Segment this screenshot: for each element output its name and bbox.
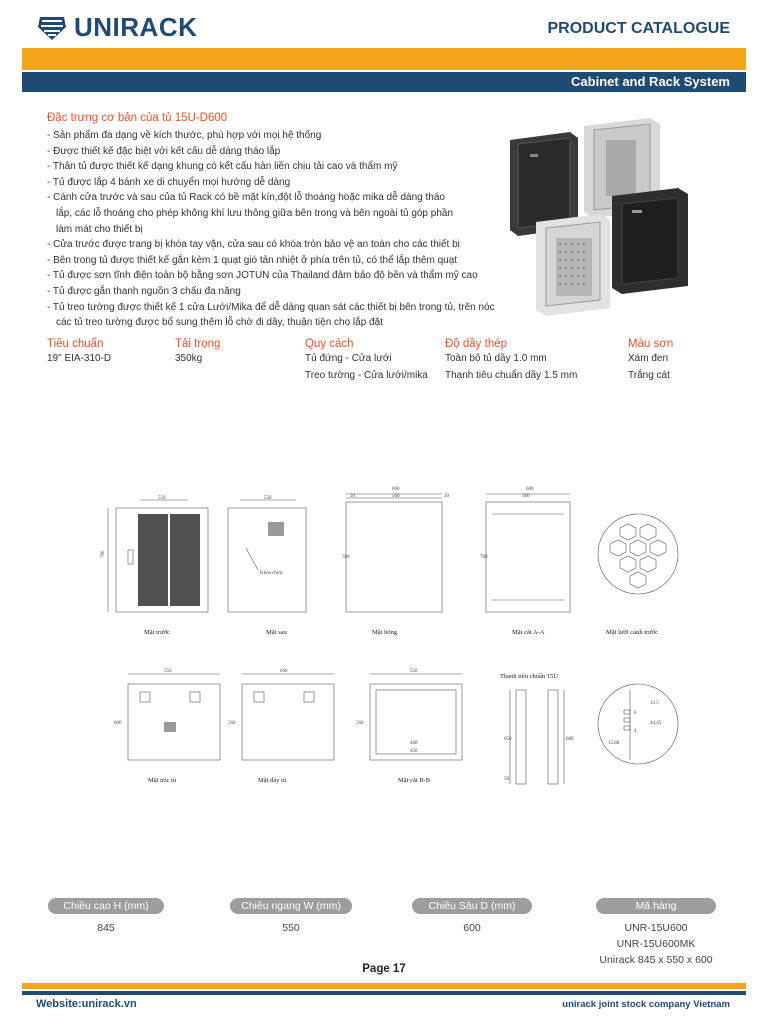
dim-label: 12.5 — [650, 701, 659, 706]
dim-label: 15.88 — [608, 741, 620, 746]
spec-type-label: Quy cách — [305, 338, 354, 350]
depth-value: 600 — [463, 922, 481, 934]
feature-line: - Tủ được lắp 4 bánh xe di chuyển mọi hướng dễ dàng — [47, 176, 291, 188]
spec-standard-value: 19" EIA-310-D — [47, 353, 112, 364]
dim-label: 660 — [280, 669, 288, 674]
caption-top: Mặt nóc tủ — [148, 777, 177, 784]
dim-label: 8 — [634, 711, 637, 716]
code-value: Unirack 845 x 550 x 600 — [599, 954, 713, 966]
drawing-section-aa — [480, 487, 570, 636]
spec-thickness — [445, 338, 577, 384]
drawing-mesh — [598, 514, 678, 636]
feature-line: - Cánh cửa trước và sau của tủ Rack có bề mặt kín,đột lỗ thoáng hoặc mika dễ dàng tháo — [47, 192, 445, 204]
feature-line: - Sản phẩm đa dạng về kích thước, phù hợp với mọi hệ thống — [47, 130, 322, 141]
spec-standard — [47, 338, 111, 367]
caption-section-bb: Mặt cắt B-B — [398, 777, 431, 784]
drawing-back-view — [228, 496, 306, 636]
drawing-side-view — [342, 487, 450, 636]
dim-label: 780 — [342, 555, 350, 560]
lock-label: Khóa chìm — [260, 571, 283, 576]
technical-drawings — [100, 478, 710, 793]
feature-line: - Tủ treo tường được thiết kế 1 cửa Lưới/Mika để dễ dàng quan sát các thiết bị bên trong tủ, trên nóc — [47, 301, 495, 313]
drawing-section-bb — [356, 669, 462, 784]
dim-label: 560 — [522, 494, 530, 499]
dim-label: 600 — [526, 487, 534, 492]
spec-type-value: Treo tường - Cửa lưới/mika — [305, 370, 428, 381]
logo-text: UNIRACK — [74, 12, 198, 42]
features-title: Đặc trưng cơ bản của tủ 15U-D600 — [47, 112, 228, 124]
drawing-rail — [500, 673, 574, 784]
dim-label: 468 — [410, 741, 418, 746]
spec-type — [305, 338, 428, 384]
height-label: Chiều cao H (mm) — [48, 898, 164, 914]
catalogue-title: PRODUCT CATALOGUE — [547, 20, 730, 37]
dim-label: 550 — [158, 496, 166, 501]
spec-thickness-value: Toàn bộ tủ dầy 1.0 mm — [445, 353, 547, 364]
feature-line: - Thân tủ được thiết kế dạng khung có kết cấu hàn liền chịu tải cao và thẩm mỹ — [47, 161, 398, 173]
drawing-front-view — [101, 496, 208, 636]
caption-section-aa: Mặt cắt A-A — [512, 629, 545, 636]
feature-line: - Tủ được gắn thanh nguồn 3 chấu đa năng — [47, 285, 241, 297]
spec-type-value: Tủ đứng - Cửa lưới — [305, 353, 392, 364]
rail-title: Thanh tiêu chuẩn 15U — [500, 673, 558, 680]
spec-thickness-label: Độ dầy thép — [445, 338, 508, 350]
code-value: UNR-15U600MK — [616, 938, 696, 950]
feature-line: - Tủ được sơn tĩnh điện toàn bộ bằng sơn JOTUN của Thailand đảm bảo độ bền và thẩm mỹ cao — [47, 270, 478, 282]
spec-color-value: Trắng cát — [628, 370, 670, 381]
width-label: Chiều ngang W (mm) — [230, 898, 352, 914]
width-value: 550 — [282, 922, 300, 934]
dim-label: 550 — [264, 496, 272, 501]
dim-label: 20 — [444, 494, 449, 499]
feature-line: - Cửa trước được trang bị khóa tay vặn, cửa sau có khóa tròn bảo vệ an toàn cho các thiết bị — [47, 239, 460, 251]
spec-load-label: Tải trọng — [175, 338, 221, 350]
dim-label: 450 — [410, 749, 418, 754]
dim-label: 560 — [228, 721, 236, 726]
caption-side: Mặt hông — [372, 629, 398, 636]
dim-label: 560 — [356, 721, 364, 726]
spec-load — [175, 338, 220, 367]
caption-mesh: Mặt lưới cánh trước — [606, 629, 659, 636]
page-number: Page 17 — [362, 963, 406, 975]
footer-orange-bar — [22, 983, 746, 989]
dim-label: 780 — [480, 555, 488, 560]
company-name: unirack joint stock company Vietnam — [562, 999, 730, 1010]
drawing-top-view — [114, 669, 220, 784]
height-value: 845 — [97, 922, 115, 934]
dim-label: 550 — [410, 669, 418, 674]
feature-line: làm mát cho thiết bị — [56, 223, 143, 235]
unirack-logo-icon — [36, 15, 68, 41]
spec-color — [628, 338, 673, 384]
dim-label: 44.45 — [650, 721, 662, 726]
drawing-rail-detail — [598, 684, 678, 764]
dim-label: 20 — [350, 494, 355, 499]
depth-label: Chiều Sâu D (mm) — [412, 898, 532, 914]
spec-standard-label: Tiêu chuẩn — [47, 338, 104, 350]
dim-label: 550 — [164, 669, 172, 674]
dim-label: 780 — [101, 550, 106, 558]
feature-line: - Bên trong tủ được thiết kế gắn kèm 1 quạt gió tản nhiệt ở phía trên tủ, có thể lắp thêm quạt — [47, 254, 458, 266]
spec-color-value: Xám đen — [628, 353, 669, 364]
code-label: Mã hàng — [596, 898, 716, 914]
spec-thickness-value: Thanh tiêu chuẩn dầy 1.5 mm — [445, 370, 578, 381]
spec-load-value: 350kg — [175, 353, 203, 364]
header-orange-bar — [22, 48, 746, 70]
website-link[interactable]: Website:unirack.vn — [36, 998, 137, 1010]
product-photo — [500, 118, 738, 318]
dim-label: 50 — [504, 777, 509, 782]
drawing-bottom-view — [228, 669, 334, 784]
dim-label: 600 — [392, 487, 400, 492]
features-list — [47, 128, 517, 331]
dim-label: 650 — [504, 737, 512, 742]
dim-label: 4 — [634, 729, 637, 734]
caption-back: Mặt sau — [266, 629, 287, 636]
caption-bottom: Mặt đáy tủ — [258, 777, 287, 784]
footer-blue-bar — [22, 991, 746, 995]
dim-label: 600 — [114, 721, 122, 726]
code-value: UNR-15U600 — [624, 922, 688, 934]
feature-line: các tủ treo tường được bổ sung thêm lỗ chờ đi dây, thuận tiện cho lắp đặt — [56, 317, 383, 329]
feature-line: - Được thiết kế đặc biệt với kết cấu dễ dàng tháo lắp — [47, 145, 281, 157]
feature-line: lắp, các lỗ thoáng cho phép không khí lưu thông giữa bên trong và bên ngoài tủ góp phần — [56, 207, 454, 219]
dim-label: 680 — [566, 737, 574, 742]
logo — [36, 12, 197, 43]
white-cabinet-front — [536, 214, 610, 316]
section-title: Cabinet and Rack System — [571, 74, 730, 89]
spec-color-label: Màu sơn — [628, 338, 674, 350]
dark-cabinet-front — [612, 188, 688, 294]
dim-label: 560 — [392, 494, 400, 499]
caption-front: Mặt trước — [144, 629, 170, 636]
